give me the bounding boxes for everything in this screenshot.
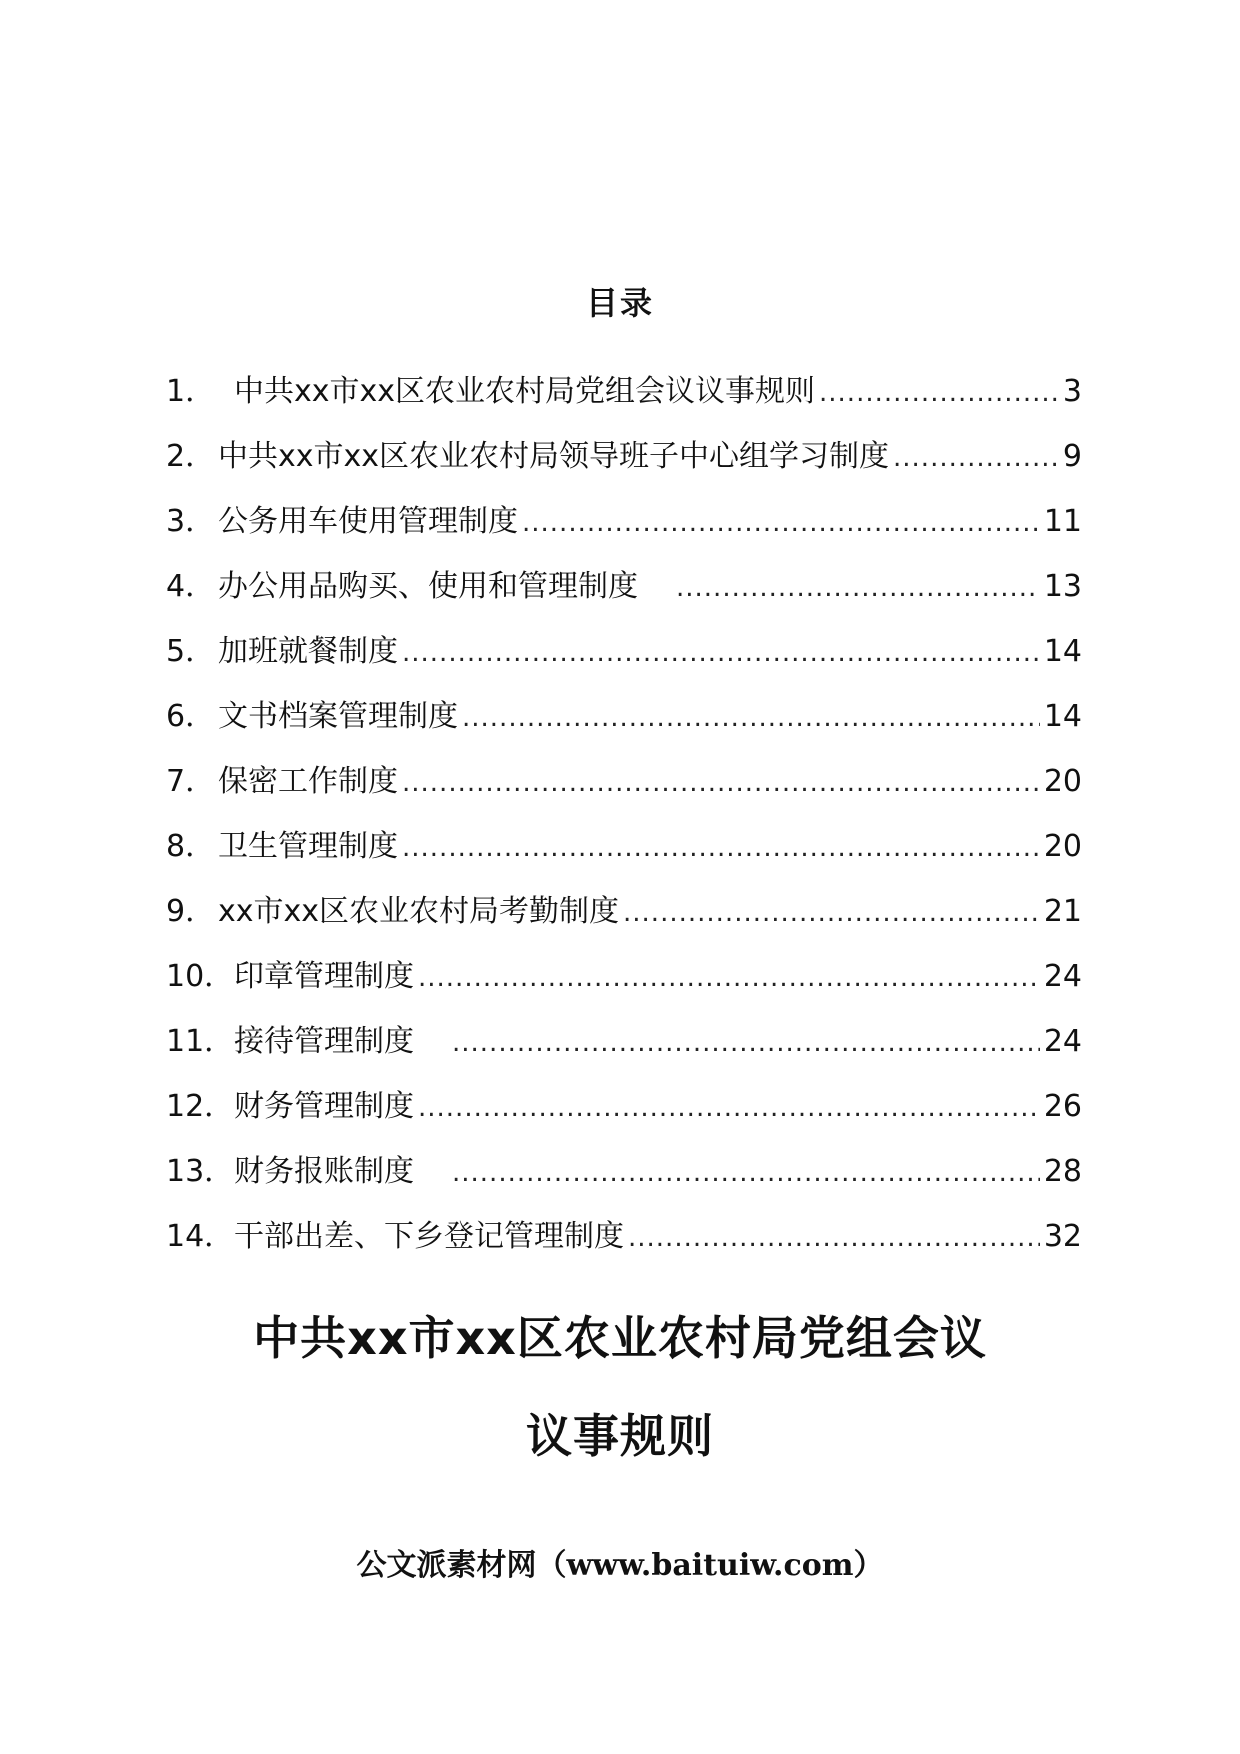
source-watermark-text: 公文派素材网（www.baituiw.com） (356, 1548, 884, 1583)
toc-entry-number: 13． (166, 1154, 235, 1189)
toc-leader-dots (452, 1153, 1040, 1193)
toc-list (166, 372, 1082, 1282)
toc-entry[interactable] (166, 1152, 1082, 1217)
toc-entry-page: 24 (1043, 959, 1082, 994)
toc-entry-page: 21 (1043, 894, 1082, 929)
toc-entry-page: 20 (1043, 829, 1082, 864)
toc-entry-page: 13 (1043, 569, 1082, 604)
toc-entry-title: 文书档案管理制度 (218, 699, 458, 734)
toc-entry-title: 卫生管理制度 (218, 829, 398, 864)
toc-entry-number: 9． (166, 894, 216, 929)
toc-leader-dots (418, 1088, 1040, 1128)
toc-entry[interactable] (166, 892, 1082, 957)
toc-entry-number: 6． (166, 699, 216, 734)
toc-entry[interactable] (166, 502, 1082, 567)
toc-entry-title: 干部出差、下乡登记管理制度 (234, 1219, 624, 1254)
toc-leader-dots (462, 698, 1040, 738)
toc-entry-page: 14 (1043, 699, 1082, 734)
toc-entry-title: 加班就餐制度 (218, 634, 398, 669)
document-title-line-1: 中共xx市xx区农业农村局党组会议 (253, 1311, 987, 1365)
toc-entry-page: 24 (1043, 1024, 1082, 1059)
toc-entry[interactable] (166, 1087, 1082, 1152)
toc-leader-dots (418, 958, 1040, 998)
toc-entry-page: 9 (1062, 439, 1082, 474)
toc-leader-dots (819, 373, 1059, 413)
toc-entry[interactable] (166, 827, 1082, 892)
toc-entry-title: 公务用车使用管理制度 (218, 504, 518, 539)
toc-leader-dots (628, 1218, 1040, 1258)
toc-entry-title: 保密工作制度 (218, 764, 398, 799)
toc-entry[interactable] (166, 372, 1082, 437)
toc-entry[interactable] (166, 567, 1082, 632)
toc-entry-page: 28 (1043, 1154, 1082, 1189)
toc-entry[interactable] (166, 437, 1082, 502)
toc-leader-dots (676, 568, 1040, 608)
toc-entry-number: 2． (166, 439, 216, 474)
toc-entry[interactable] (166, 762, 1082, 827)
toc-entry-page: 11 (1043, 504, 1082, 539)
toc-entry[interactable] (166, 1022, 1082, 1087)
toc-leader-dots (452, 1023, 1040, 1063)
toc-entry[interactable] (166, 697, 1082, 762)
toc-entry-page: 14 (1043, 634, 1082, 669)
toc-leader-dots (522, 503, 1040, 543)
toc-entry-title: 中共xx市xx区农业农村局领导班子中心组学习制度 (218, 439, 890, 474)
toc-entry-title: 中共xx市xx区农业农村局党组会议议事规则 (234, 374, 816, 409)
toc-entry-title: xx市xx区农业农村局考勤制度 (218, 894, 620, 929)
toc-entry-number: 11． (166, 1024, 235, 1059)
toc-entry-number: 10． (166, 959, 235, 994)
toc-title: 目录 (585, 284, 654, 322)
toc-leader-dots (402, 633, 1040, 673)
toc-entry-page: 20 (1043, 764, 1082, 799)
toc-entry-page: 32 (1043, 1219, 1082, 1254)
toc-entry-number: 4． (166, 569, 216, 604)
toc-entry[interactable] (166, 957, 1082, 1022)
toc-entry-title: 财务管理制度 (234, 1089, 414, 1124)
toc-entry-title: 办公用品购买、使用和管理制度 (218, 569, 638, 604)
toc-entry[interactable] (166, 632, 1082, 697)
toc-entry-number: 14． (166, 1219, 235, 1254)
toc-entry-number: 1． (166, 374, 216, 409)
toc-entry-page: 26 (1043, 1089, 1082, 1124)
document-title-line-2: 议事规则 (526, 1409, 714, 1463)
toc-entry-title: 财务报账制度 (234, 1154, 414, 1189)
toc-leader-dots (402, 763, 1040, 803)
toc-entry[interactable] (166, 1217, 1082, 1282)
toc-leader-dots (893, 438, 1059, 478)
toc-entry-number: 5． (166, 634, 216, 669)
toc-entry-title: 印章管理制度 (234, 959, 414, 994)
toc-entry-number: 12． (166, 1089, 235, 1124)
toc-leader-dots (402, 828, 1040, 868)
toc-entry-number: 7． (166, 764, 216, 799)
toc-leader-dots (623, 893, 1040, 933)
toc-entry-number: 3． (166, 504, 216, 539)
toc-entry-title: 接待管理制度 (234, 1024, 414, 1059)
toc-entry-number: 8． (166, 829, 216, 864)
toc-entry-page: 3 (1062, 374, 1082, 409)
